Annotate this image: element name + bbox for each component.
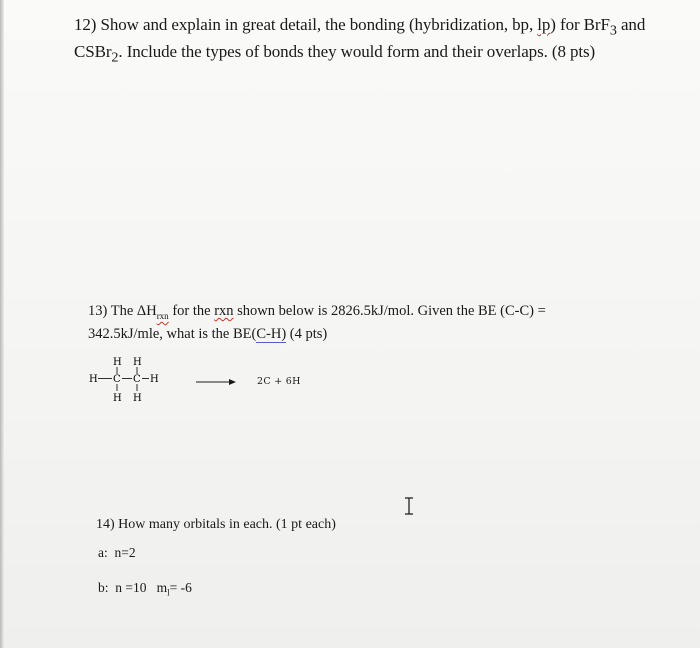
text-cursor-icon — [403, 497, 415, 515]
question-13 — [88, 302, 628, 343]
page-edge-shadow — [0, 0, 4, 648]
question-14: 14) How many orbitals in each. (1 pt each) — [96, 517, 336, 532]
q12-text-a: Show and explain in great detail, the bonding (hybridization, bp, — [100, 15, 534, 34]
molecule-bot-h2: H — [133, 393, 142, 404]
q12-text-d: . Include the types of bonds they would form and their overlaps. (8 pts) — [118, 42, 596, 62]
q12-sub-brf3: 3 — [609, 22, 617, 39]
q13-sub-rxn: rxn — [156, 310, 169, 321]
molecule-left-h: H — [89, 374, 98, 385]
molecule-right-h: H — [150, 374, 159, 385]
q14-a-value: n=2 — [114, 545, 136, 560]
q13-text-c: shown below is 2826.5kJ/mol. Given the BE (C-C) = — [233, 303, 546, 319]
molecule-bot-h1: H — [113, 393, 122, 404]
molecule-c2: C — [133, 374, 141, 385]
q12-text-c: and CSBr — [74, 15, 646, 62]
question-14-part-a — [98, 545, 136, 561]
q12-text-b: ) for BrF — [550, 15, 610, 34]
question-12 — [74, 14, 674, 69]
reaction-arrow-icon — [196, 378, 236, 386]
q12-lp: lp — [537, 15, 551, 34]
q14-b-label: b: — [98, 580, 109, 595]
q13-text-a: The ΔH — [110, 303, 157, 319]
q14-b-n: n =10 — [115, 580, 147, 595]
molecule-c1: C — [113, 374, 121, 385]
q13-text-b: for the — [168, 303, 215, 319]
molecule-top-h2: H — [133, 357, 142, 368]
molecule-top-h1: H — [113, 357, 122, 368]
q13-bond: C-H) — [256, 325, 287, 342]
q14-b-ml-value: = -6 — [169, 580, 192, 595]
q13-text-e: (4 pts) — [286, 325, 328, 342]
q12-sub-csbr2: 2 — [111, 49, 119, 66]
reaction-products: 2C + 6H — [257, 376, 301, 387]
ethane-structure — [86, 354, 182, 408]
question-14-part-b — [98, 580, 192, 598]
q14-a-label: a: — [98, 545, 108, 560]
q14-b-ml-m: m — [156, 580, 168, 595]
q13-number: 13) — [88, 303, 108, 319]
q14-b-ml-sub: l — [167, 587, 170, 598]
q14-b-ml — [156, 580, 170, 598]
q13-rxn: rxn — [214, 303, 234, 319]
q12-number: 12) — [74, 15, 97, 34]
q13-text-d: 342.5kJ/mle, what is the BE( — [88, 325, 257, 342]
